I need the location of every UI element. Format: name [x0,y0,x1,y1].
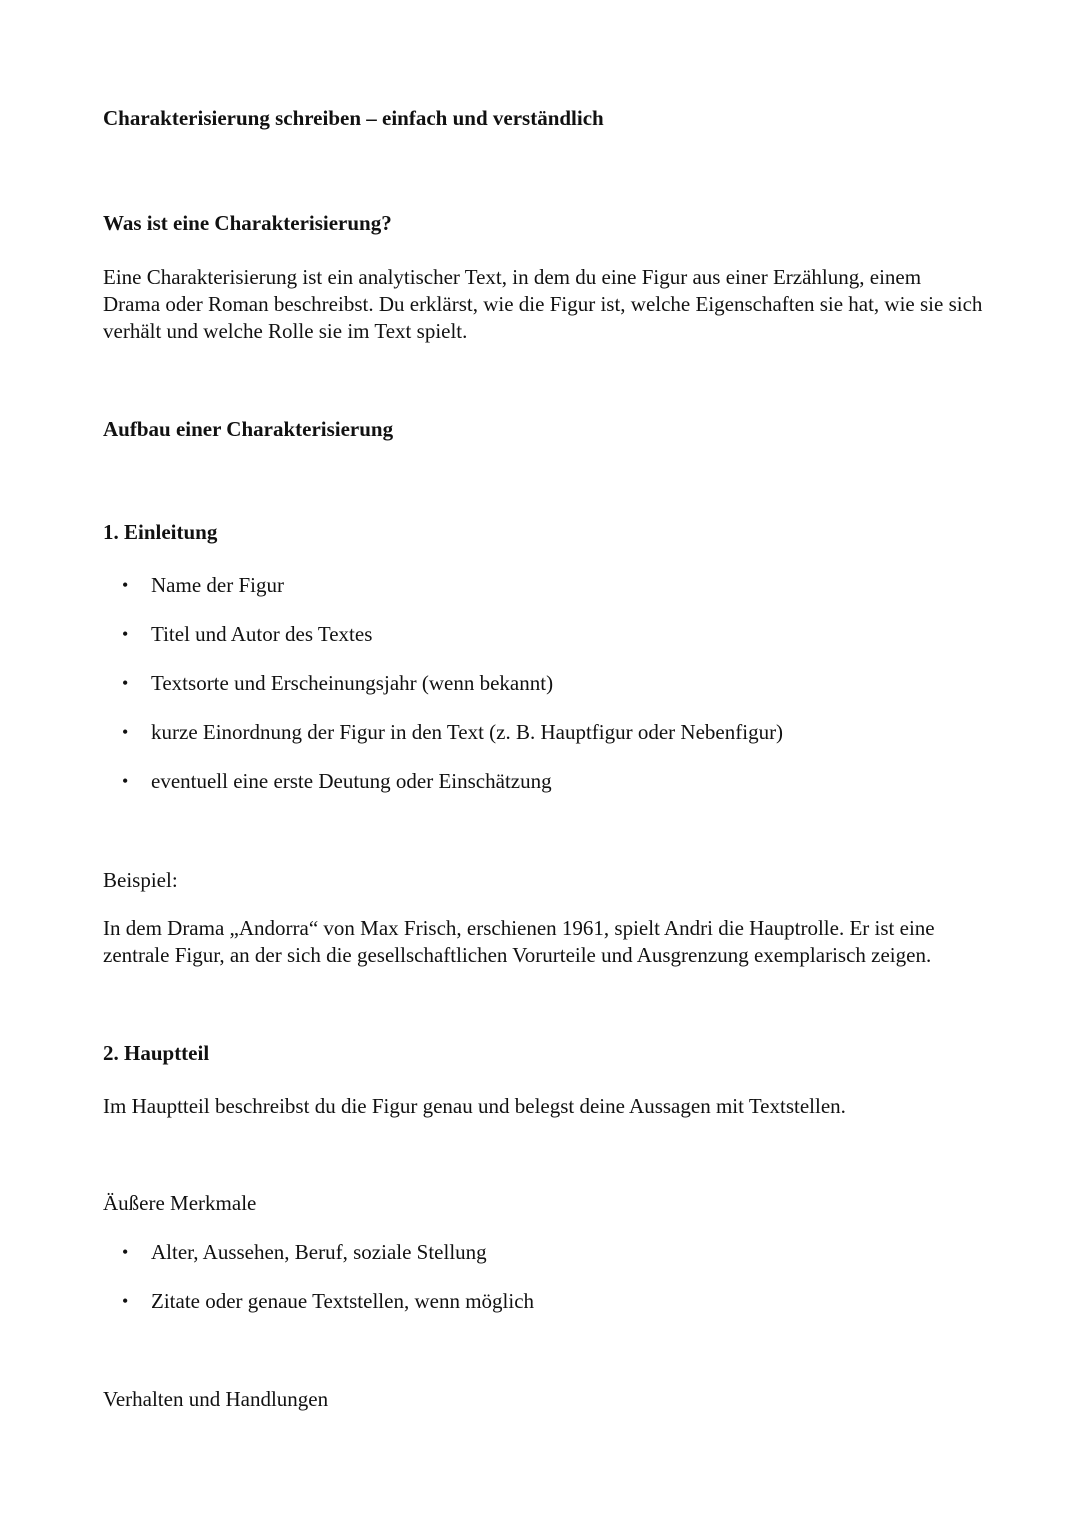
list-item-text: Zitate oder genaue Textstellen, wenn möglich [151,1289,535,1313]
bullet-icon: • [122,722,129,742]
list-item [103,719,983,768]
list-item [103,768,983,817]
list-item [103,670,983,719]
example-paragraph: In dem Drama „Andorra“ von Max Frisch, erschienen 1961, spielt Andri die Hauptrolle. Er ist eine zentrale Figur, an der sich die gesellschaftlichen Vorurteile und Ausgrenzung exemplarisch zeigen. [103,916,935,967]
list-item [103,572,983,621]
outer-features-label: Äußere Merkmale [103,1191,257,1215]
list-item [103,621,983,670]
behaviour-label: Verhalten und Handlungen [103,1387,329,1411]
bullet-icon: • [122,1291,129,1311]
list-item-text: Alter, Aussehen, Beruf, soziale Stellung [151,1240,487,1264]
bullet-icon: • [122,575,129,595]
document-title: Charakterisierung schreiben – einfach und verständlich [103,106,604,130]
list-item-text: Textsorte und Erscheinungsjahr (wenn bekannt) [151,671,554,695]
list-item-text: kurze Einordnung der Figur in den Text (z. B. Hauptfigur oder Nebenfigur) [151,720,784,744]
definition-paragraph: Eine Charakterisierung ist ein analytischer Text, in dem du eine Figur aus einer Erzählung, einem Drama oder Roman beschreibst. Du erklärst, wie die Figur ist, welche Eigenschaften sie hat, wie sie sich verhält und welche Rolle sie im Text spielt. [103,265,983,343]
bullet-icon: • [122,673,129,693]
list-item-text: Titel und Autor des Textes [151,622,373,646]
list-item [103,1288,983,1337]
bullet-icon: • [122,624,129,644]
list-item-text: eventuell eine erste Deutung oder Einschätzung [151,769,552,793]
example-label: Beispiel: [103,868,178,892]
bullet-icon: • [122,1242,129,1262]
list-item-text: Name der Figur [151,573,284,597]
heading-einleitung: 1. Einleitung [103,520,218,544]
list-item [103,1239,983,1288]
section-heading-structure: Aufbau einer Charakterisierung [103,417,394,441]
bullet-icon: • [122,771,129,791]
einleitung-list [103,572,983,817]
outer-features-list [103,1239,983,1337]
section-heading-what-is: Was ist eine Charakterisierung? [103,211,392,235]
hauptteil-paragraph: Im Hauptteil beschreibst du die Figur genau und belegst deine Aussagen mit Textstellen. [103,1094,846,1118]
heading-hauptteil: 2. Hauptteil [103,1041,210,1065]
